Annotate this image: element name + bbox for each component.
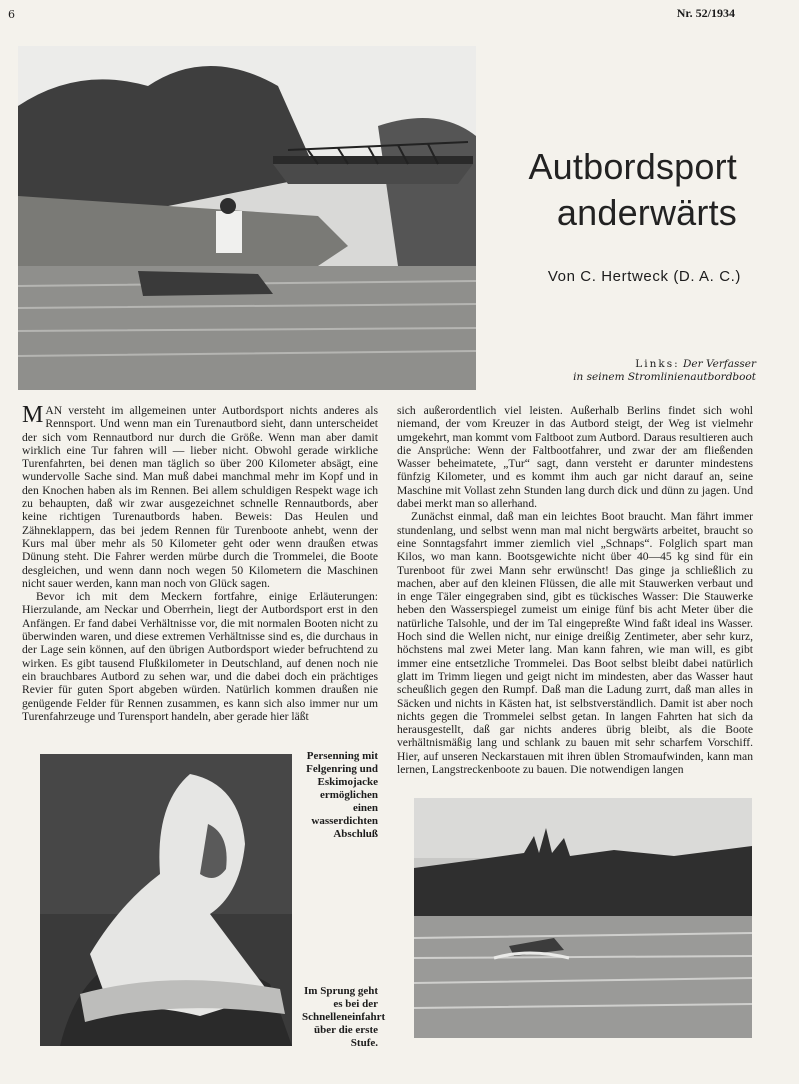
caption-top-lead: Links:	[635, 358, 680, 370]
paragraph-2: Bevor ich mit dem Meckern fortfahre, einige Erläuterungen: Hierzulande, am Neckar und Oberrhein, liegt der Autbordsport erst in den Anfängen. Er fand dabei Verhältnisse vor, die mit normalen Booten nicht zu überwinden waren, und diese extremen Verhältnisse sind es, die durchaus in der Lage sein können, auf den übrigen Autbordsport wieder befruchtend zu wirken. Es gibt tausend Flußkilometer in Deutschland, auf denen noch nie ein brauchbares Autbord zu sehen war, und die dabei doch ein prächtiges Revier für guten Sport abgeben würden. Natürlich kommen draußen nie genügende Felder für Rennen zusammen, es kann sich also immer nur um Turenfahrzeuge und Turensport handeln, aber gerade hier läßt	[22, 590, 378, 723]
caption-author-photo	[502, 358, 756, 384]
paragraph-4: Zunächst einmal, daß man ein leichtes Boot braucht. Man fährt immer stundenlang, und selbst wenn man mal nicht bergwärts arbeitet, braucht so eine Sonntagsfahrt immer ziemlich viel „Schnaps“. Folglich spart man Kilos, wo man kann. Bootsgewichte nicht über 40—45 kg sind für ein Turenboot für zwei Mann sehr erwünscht! Das ginge ja schließlich zu machen, aber auf den kleinen Flüssen, die alle mit Stauwerken verbaut und in enge Täler eingegraben sind, gibt es tückisches Wasser: Die Stauwerke heben den Wasserspiegel zumeist um einige fünf bis acht Meter über die natürliche Talsohle, und der im Tal eingepreßte Wind faßt ideal ins Wasser. Hoch sind die Wellen nicht, nur einige dreißig Zentimeter, aber sehr kurz, höchstens mal zwei Meter lang. Man kann fahren, wie man will, es gibt immer eine entsetzliche Trommelei. Das Boot selbst bleibt dabei natürlich glatt im Trimm liegen und geigt nicht im mindesten, aber das Wasser haut scheußlich gegen den Rumpf. Daß man die Ladung zurrt, daß man alles in Säcken und nichts in Kästen hat, ist selbstverständlich. Damit ist aber noch nichts gegen die Trommelei selbst getan. In langen Fahrten hat sich da herausgestellt, daß gar nichts anderes übrig bleibt, als die Boote verhältnismäßig lang und schlank zu bauen mit sehr scharfem Vorschiff. Hier, auf unseren Neckarstauen mit ihren üblen Stromaufwinden, kann man lernen, Langstreckenboote zu bauen. Die notwendigen langen	[397, 510, 753, 777]
article-byline: Von C. Hertweck (D. A. C.)	[547, 268, 741, 285]
caption-jump: Im Sprung geht es bei der Schnelleneinfahrt über die erste Stufe.	[302, 985, 386, 1049]
paragraph-1-text: AN versteht im allgemeinen unter Autbordsport nichts anderes als Rennsport. Und wenn man ein Turenautbord sieht, dann unterscheidet der sich vom Rennautbord nur durch die Größe. Wenn man aber damit wirklich eine Tur fahren will — lieber nicht. Obwohl gerade wirkliche Turenfahrten, bei denen man täglich so über 200 Kilometer absägt, eine wundervolle Sache sind. Man muß dabei manchmal mehr im Kopf und in den Knochen haben als im Rennen. Bei allem schuldigen Respekt wage ich zu behaupten, daß wir zwar ausgezeichnet schnelle Rennautbords, aber keine richtigen Turenautbords haben. Beweis: Das Heulen und Zähneklappern, das bei jedem Rennen für Turenboote anhebt, wenn der Kurs mal über mehr als 50 Kilometer geht oder wenn draußen etwas Dünung steht. Die Fahrer werden mürbe durch die Trommelei, die Boote desgleichen, und wenn dann noch wegen 50 Kilometern die Maschinen nicht sauer werden, kann man noch von Glück sagen.	[22, 404, 378, 590]
caption-kayaker: Persenning mit Felgenring und Eskimojacke ermöglichen einen wasserdichten Abschluß	[306, 750, 378, 840]
article-title-line1: Autbordsport	[528, 146, 737, 187]
caption-top-line1: Der Verfasser	[683, 358, 756, 370]
paragraph-3: sich außerordentlich viel leisten. Außerhalb Berlins findet sich wohl niemand, der vom Kreuzer in das Autbord steigt, der Weg ist vielmehr umgekehrt, man kommt vom Faltboot zum Autbord. Daraus resultieren auch die Ansprüche: Wenn der Faltbootfahrer, und zwar der am fließenden Wasser beheimatete, „Tur“ sagt, dann versteht er darunter mindestens fünfzig Kilometer, und es kommt ihm auch gar nicht darauf an, seine Maschine mit Vollast zehn Stunden lang durch dick und dünn zu jagen. Und dabei merkt man so allerhand.	[397, 404, 753, 511]
drop-cap: M	[22, 404, 44, 428]
body-column-left	[22, 404, 378, 746]
photo-kayaker-hooded-jacket	[40, 754, 292, 1046]
photo-river-bridge-boat	[18, 46, 476, 390]
body-column-right	[397, 404, 753, 810]
photo-boat-river-town	[414, 798, 752, 1038]
caption-top-line2: in seinem Stromlinienautbordboot	[573, 371, 756, 384]
paragraph-1	[22, 404, 378, 590]
page-number: 6	[8, 8, 15, 21]
article-title	[477, 144, 737, 236]
article-title-line2: anderwärts	[556, 192, 737, 234]
issue-number: Nr. 52/1934	[676, 6, 735, 20]
